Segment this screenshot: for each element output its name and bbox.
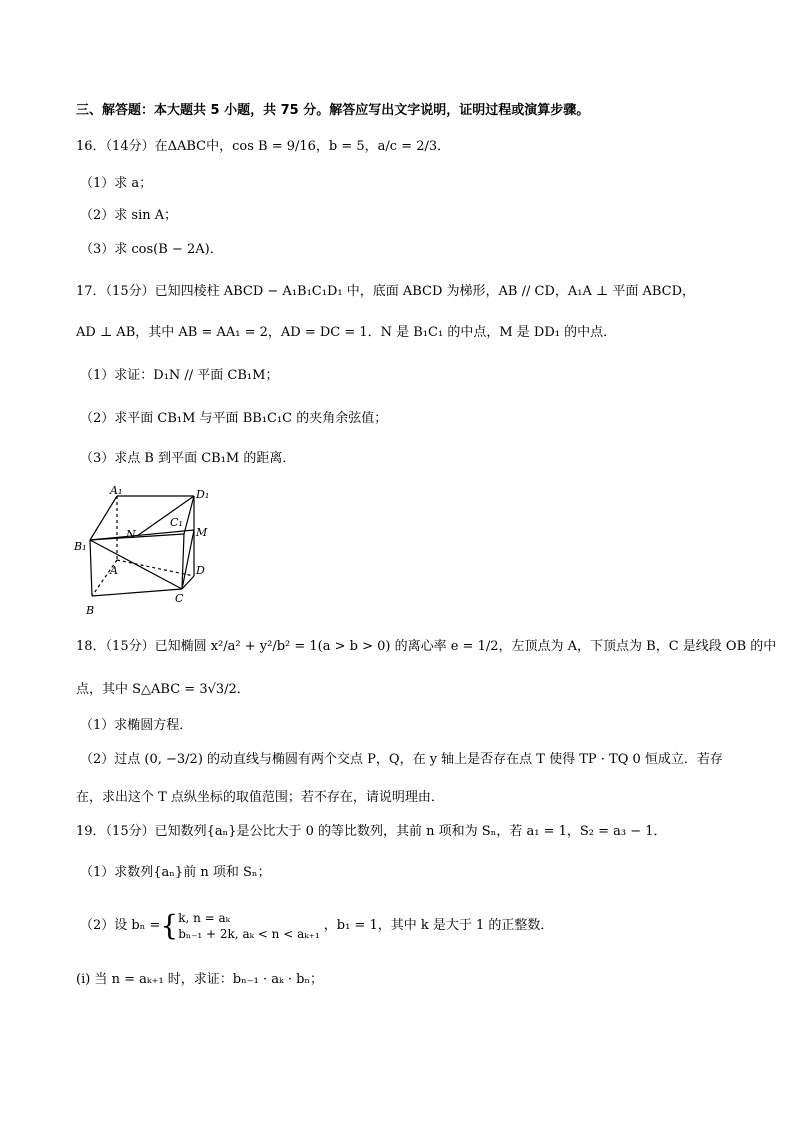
- q16-part2: （2）求 sin A；: [80, 208, 178, 223]
- label-B: B: [86, 604, 95, 617]
- q19-part2-prefix: （2）设 bₙ =: [80, 918, 161, 933]
- q17-head-line2: AD ⊥ AB，其中 AB = AA₁ = 2，AD = DC = 1．N 是 B₁C₁ 的中点，M 是 DD₁ 的中点．: [76, 325, 617, 340]
- label-M: M: [196, 526, 208, 539]
- q17-part2: （2）求平面 CB₁M 与平面 BB₁C₁C 的夹角余弦值；: [80, 411, 388, 426]
- label-D1: D₁: [196, 488, 210, 501]
- label-N: N: [126, 528, 136, 541]
- label-A: A: [110, 564, 118, 577]
- q16-part3: （3）求 cos(B − 2A)．: [80, 242, 223, 257]
- piecewise-brace: {: [160, 909, 179, 942]
- piecewise-cases: [178, 910, 320, 942]
- q19-part2-suffix: ，b₁ = 1，其中 k 是大于 1 的正整数．: [323, 918, 554, 933]
- q19-part2: [80, 910, 553, 942]
- q19-part1: （1）求数列{aₙ}前 n 项和 Sₙ；: [80, 865, 271, 880]
- prism-figure: [72, 484, 222, 620]
- label-C1: C₁: [170, 516, 183, 529]
- q18-part2-line2: 在，求出这个 T 点纵坐标的取值范围；若不存在，请说明理由．: [76, 790, 444, 805]
- q18-part2-line1: （2）过点 (0, −3/2) 的动直线与椭圆有两个交点 P，Q，在 y 轴上是否存在点 T 使得 TP · TQ 0 恒成立．若存: [80, 752, 723, 767]
- q17-part3: （3）求点 B 到平面 CB₁M 的距离．: [80, 451, 296, 466]
- q18-head-line1: 18．（15分）已知椭圆 x²/a² + y²/b² = 1(a > b > 0) 的离心率 e = 1/2，左顶点为 A，下顶点为 B，C 是线段 OB 的中: [76, 639, 777, 654]
- label-C: C: [175, 592, 184, 605]
- q17-head-line1: 17．（15分）已知四棱柱 ABCD − A₁B₁C₁D₁ 中，底面 ABCD 为梯形，AB // CD，A₁A ⊥ 平面 ABCD，: [76, 284, 696, 299]
- q18-head-line2: 点，其中 S△ABC = 3√3/2．: [76, 682, 250, 697]
- label-D: D: [196, 564, 205, 577]
- q16-head: 16．（14分）在ΔABC中，cos B = 9/16，b = 5，a/c = 2/3．: [76, 139, 451, 154]
- q16-part1: （1）求 a；: [80, 176, 153, 191]
- q19-head: 19．（15分）已知数列{aₙ}是公比大于 0 的等比数列，其前 n 项和为 Sₙ，若 a₁ = 1，S₂ = a₃ − 1．: [76, 824, 667, 839]
- label-A1: A₁: [110, 484, 123, 497]
- piecewise-case-2: bₙ₋₁ + 2k, aₖ < n < aₖ₊₁: [178, 927, 320, 941]
- piecewise-case-1: k, n = aₖ: [178, 911, 231, 925]
- q19-part2-i: (i) 当 n = aₖ₊₁ 时，求证：bₙ₋₁ · aₖ · bₙ；: [76, 972, 324, 987]
- q18-part1: （1）求椭圆方程．: [80, 718, 193, 733]
- q17-part1: （1）求证：D₁N // 平面 CB₁M；: [80, 368, 279, 383]
- label-B1: B₁: [74, 540, 87, 553]
- section-title: 三、解答题：本大题共 5 小题，共 75 分。解答应写出文字说明，证明过程或演算步骤。: [76, 103, 590, 118]
